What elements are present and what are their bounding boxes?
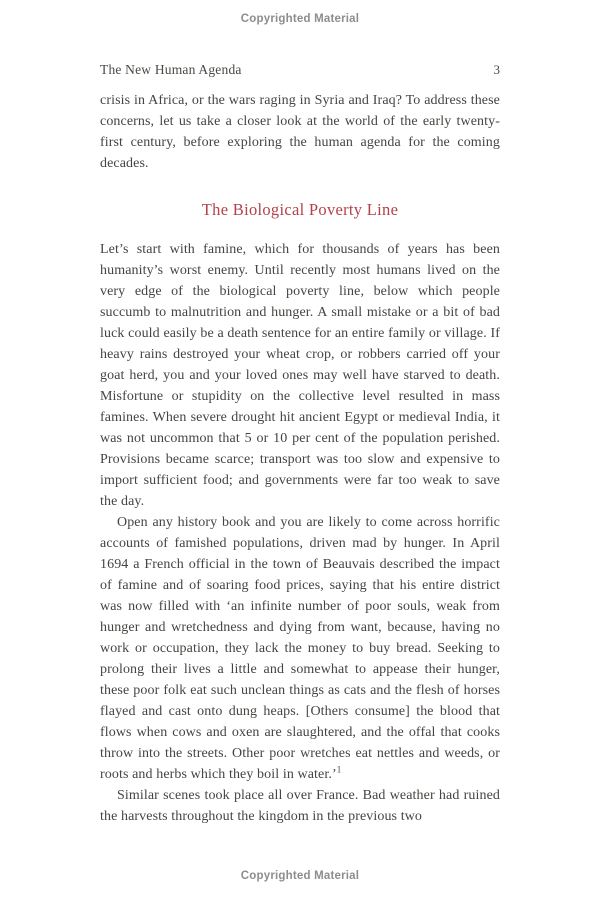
paragraph-text: Let’s start with famine, which for thousands of years has been humanity’s worst enemy. Until recently most humans lived on the very edge of the biological poverty line, below which people succumb to malnutrition and hunger. A small mistake or a bit of bad luck could easily be a death sentence for an entire family or village. If heavy rains destroyed your wheat crop, or robbers carried off your goat herd, you and your loved ones may well have starved to death. Misfortune or stupidity on the collective level resulted in mass famines. When severe drought hit ancient Egypt or medieval India, it was not uncommon that 5 or 10 per cent of the population perished. Provisions became scarce; transport was too slow and expensive to import sufficient food; and governments were far too weak to save the day.: [100, 242, 500, 509]
page-body: [100, 90, 500, 827]
footnote-marker: 1: [336, 764, 342, 775]
paragraph: [100, 512, 500, 785]
running-title: The New Human Agenda: [100, 62, 242, 77]
paragraph: [100, 90, 500, 174]
paragraph-text: Open any history book and you are likely to come across horrific accounts of famished populations, driven mad by hunger. In April 1694 a French official in the town of Beauvais described the impact of famine and of soaring food prices, saying that his entire district was now filled with ‘an infinite number of poor souls, weak from hunger and wretchedness and dying from want, because, having no work or occupation, they lack the money to buy bread. Seeking to prolong their lives a little and somewhat to appease their hunger, these poor folk eat such unclean things as cats and the flesh of horses flayed and cast onto dung heaps. [Others consume] the blood that flows when cows and oxen are slaughtered, and the offal that cooks throw into the streets. Other poor wretches eat nettles and weeds, or roots and herbs which they boil in water.’: [100, 515, 500, 782]
paragraph-text: Similar scenes took place all over France. Bad weather had ruined the harvests throughout the kingdom in the previous two: [100, 788, 500, 824]
running-header: [100, 62, 500, 78]
paragraph: [100, 785, 500, 827]
copyright-notice-top: Copyrighted Material: [240, 13, 360, 25]
paragraph-text: crisis in Africa, or the wars raging in Syria and Iraq? To address these concerns, let us take a closer look at the world of the early twenty-first century, before exploring the human agenda for the coming decades.: [100, 93, 500, 171]
section-heading: The Biological Poverty Line: [201, 200, 399, 219]
copyright-notice-bottom: Copyrighted Material: [240, 870, 360, 882]
paragraph: [100, 239, 500, 512]
page-number: 3: [493, 62, 500, 77]
